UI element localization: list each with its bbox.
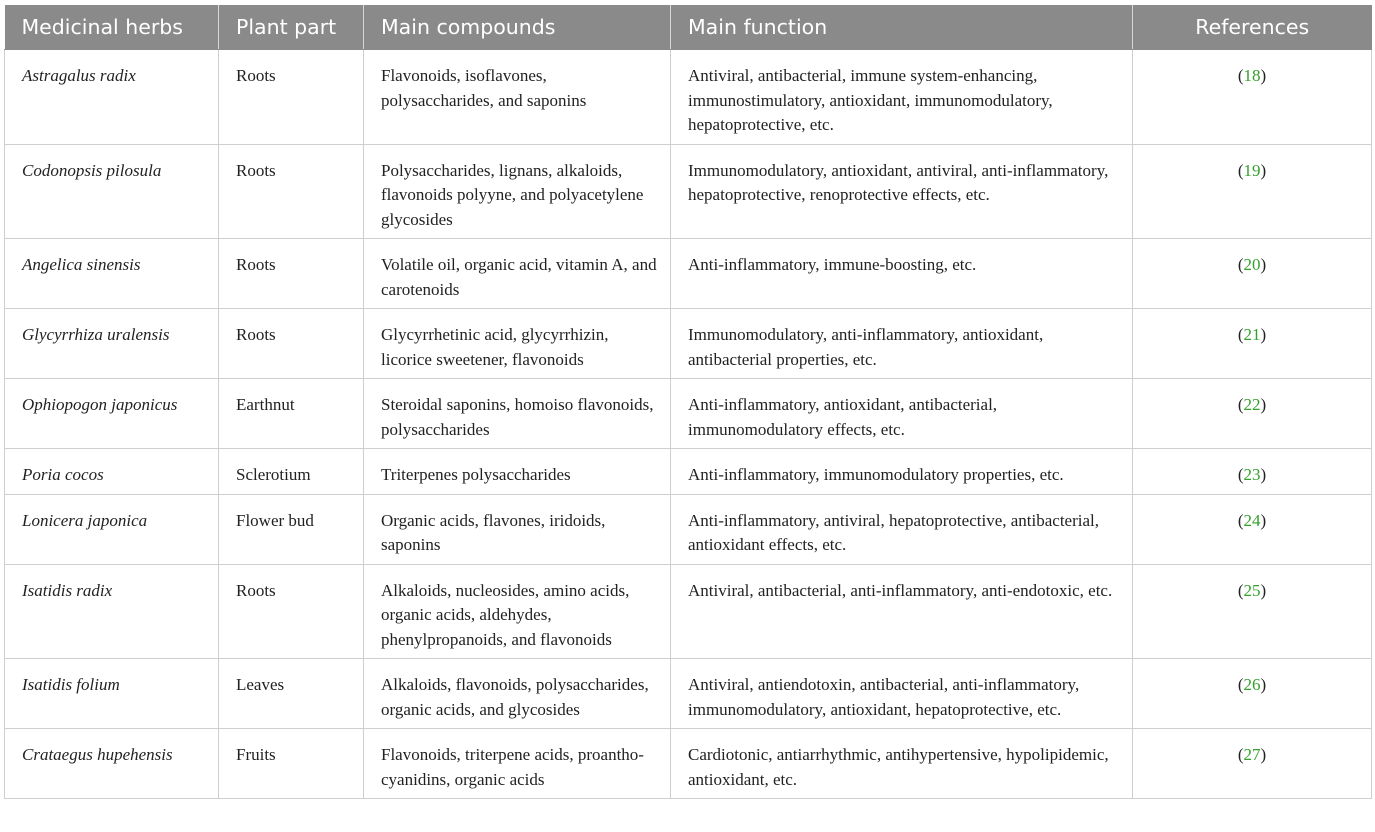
table-body	[5, 50, 1372, 799]
plant-part: Flower bud	[219, 494, 364, 564]
main-function: Anti-inflammatory, immunomodulatory properties, etc.	[671, 449, 1133, 495]
herb-name: Codonopsis pilosula	[5, 144, 219, 239]
table-row	[5, 564, 1372, 659]
herb-name: Astragalus radix	[5, 50, 219, 145]
herb-name: Glycyrrhiza uralensis	[5, 309, 219, 379]
main-function: Antiviral, antibacterial, immune system-enhancing, immunostimulatory, antioxidant, immunomodulatory, hepatoprotective, etc.	[671, 50, 1133, 145]
reference-cell: (25)	[1133, 564, 1372, 659]
herbs-table-container	[4, 5, 1371, 799]
plant-part: Roots	[219, 144, 364, 239]
main-compounds: Steroidal saponins, homoiso flavonoids, polysaccharides	[364, 379, 671, 449]
plant-part: Roots	[219, 50, 364, 145]
main-compounds: Flavonoids, triterpene acids, proantho-cyanidins, organic acids	[364, 729, 671, 799]
header-row	[5, 5, 1372, 50]
table-row	[5, 659, 1372, 729]
reference-cell: (21)	[1133, 309, 1372, 379]
reference-cell: (20)	[1133, 239, 1372, 309]
reference-link[interactable]: 18	[1243, 66, 1261, 85]
plant-part: Earthnut	[219, 379, 364, 449]
reference-cell: (24)	[1133, 494, 1372, 564]
reference-cell: (23)	[1133, 449, 1372, 495]
herb-name: Lonicera japonica	[5, 494, 219, 564]
header-main-function: Main function	[671, 5, 1133, 50]
table-row	[5, 309, 1372, 379]
reference-cell: (22)	[1133, 379, 1372, 449]
plant-part: Roots	[219, 309, 364, 379]
medicinal-herbs-table	[4, 5, 1372, 799]
plant-part: Leaves	[219, 659, 364, 729]
table-row	[5, 50, 1372, 145]
main-function: Antiviral, antibacterial, anti-inflammatory, anti-endotoxic, etc.	[671, 564, 1133, 659]
table-row	[5, 729, 1372, 799]
reference-cell: (26)	[1133, 659, 1372, 729]
main-compounds: Organic acids, flavones, iridoids, saponins	[364, 494, 671, 564]
herb-name: Isatidis radix	[5, 564, 219, 659]
main-function: Anti-inflammatory, immune-boosting, etc.	[671, 239, 1133, 309]
main-function: Cardiotonic, antiarrhythmic, antihypertensive, hypolipidemic, antioxidant, etc.	[671, 729, 1133, 799]
header-references: References	[1133, 5, 1372, 50]
plant-part: Fruits	[219, 729, 364, 799]
plant-part: Roots	[219, 239, 364, 309]
main-compounds: Polysaccharides, lignans, alkaloids, flavonoids polyyne, and polyacetylene glycosides	[364, 144, 671, 239]
main-function: Anti-inflammatory, antioxidant, antibacterial, immunomodulatory effects, etc.	[671, 379, 1133, 449]
reference-link[interactable]: 22	[1243, 395, 1261, 414]
reference-cell: (27)	[1133, 729, 1372, 799]
main-function: Immunomodulatory, anti-inflammatory, antioxidant, antibacterial properties, etc.	[671, 309, 1133, 379]
reference-link[interactable]: 19	[1243, 160, 1261, 180]
main-compounds: Glycyrrhetinic acid, glycyrrhizin, licorice sweetener, flavonoids	[364, 309, 671, 379]
main-compounds: Triterpenes polysaccharides	[364, 449, 671, 495]
header-plant-part: Plant part	[219, 5, 364, 50]
table-row	[5, 239, 1372, 309]
reference-link[interactable]: 26	[1243, 675, 1261, 694]
reference-link[interactable]: 24	[1243, 510, 1261, 530]
reference-link[interactable]: 27	[1243, 745, 1261, 764]
reference-link[interactable]: 21	[1243, 325, 1261, 344]
header-main-compounds: Main compounds	[364, 5, 671, 50]
herb-name: Crataegus hupehensis	[5, 729, 219, 799]
main-compounds: Alkaloids, nucleosides, amino acids, organic acids, aldehydes, phenylpropanoids, and flavonoids	[364, 564, 671, 659]
table-header	[5, 5, 1372, 50]
reference-cell: (19)	[1133, 144, 1372, 239]
reference-link[interactable]: 25	[1243, 580, 1261, 600]
herb-name: Ophiopogon japonicus	[5, 379, 219, 449]
main-compounds: Flavonoids, isoflavones, polysaccharides, and saponins	[364, 50, 671, 145]
table-row	[5, 144, 1372, 239]
herb-name: Isatidis folium	[5, 659, 219, 729]
main-function: Antiviral, antiendotoxin, antibacterial, anti-inflammatory, immunomodulatory, antioxidant, hepatoprotective, etc.	[671, 659, 1133, 729]
plant-part: Roots	[219, 564, 364, 659]
table-row	[5, 449, 1372, 495]
reference-link[interactable]: 20	[1243, 255, 1261, 274]
reference-link[interactable]: 23	[1243, 465, 1261, 484]
herb-name: Poria cocos	[5, 449, 219, 495]
main-function: Immunomodulatory, antioxidant, antiviral, anti-inflammatory, hepatoprotective, renoprotective effects, etc.	[671, 144, 1133, 239]
header-medicinal-herbs: Medicinal herbs	[5, 5, 219, 50]
main-compounds: Alkaloids, flavonoids, polysaccharides, organic acids, and glycosides	[364, 659, 671, 729]
main-compounds: Volatile oil, organic acid, vitamin A, and carotenoids	[364, 239, 671, 309]
main-function: Anti-inflammatory, antiviral, hepatoprotective, antibacterial, antioxidant effects, etc.	[671, 494, 1133, 564]
herb-name: Angelica sinensis	[5, 239, 219, 309]
table-row	[5, 494, 1372, 564]
reference-cell: (18)	[1133, 50, 1372, 145]
table-row	[5, 379, 1372, 449]
plant-part: Sclerotium	[219, 449, 364, 495]
